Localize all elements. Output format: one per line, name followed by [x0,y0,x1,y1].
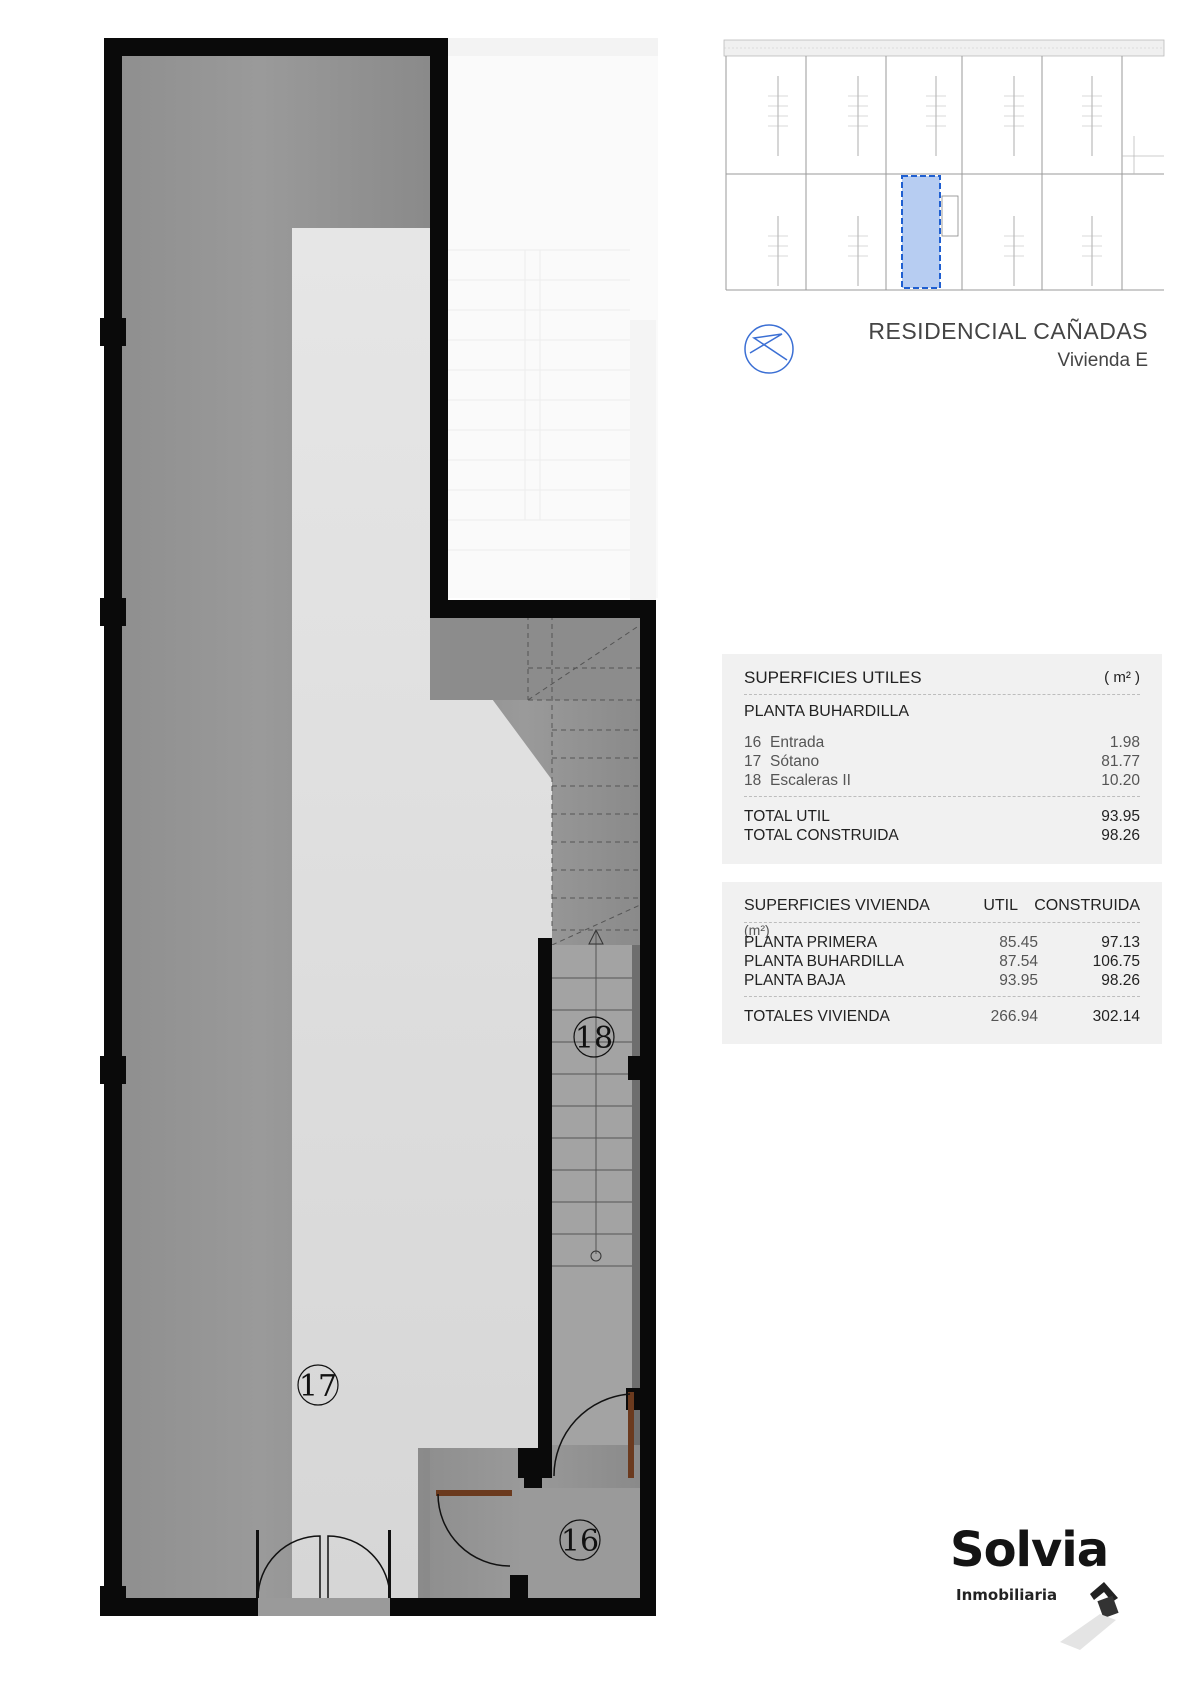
svg-text:17: 17 [298,1369,338,1404]
room-label-16 [560,1520,600,1560]
floor-name: PLANTA BAJA [744,972,846,989]
room-area: 1.98 [1109,734,1140,751]
room-name: Entrada [770,734,825,751]
room-number: 17 [744,753,762,770]
room-number: 18 [744,772,762,789]
floor-name: PLANTA PRIMERA [744,934,878,951]
room-name: Escaleras II [770,772,851,789]
brand-logo: Solvia [950,1522,1109,1578]
vivienda-unit: (m²) [744,922,770,938]
total-util-label: TOTAL UTIL [744,808,830,825]
house-logo-icon [1060,1580,1160,1650]
room-label-18 [574,1017,614,1057]
floor-util: 93.95 [999,972,1038,989]
floor-construida: 98.26 [1101,972,1140,989]
floor-construida: 106.75 [1092,953,1140,970]
utiles-header [744,666,1140,690]
svg-text:18: 18 [574,1021,614,1056]
col-util: UTIL [983,897,1018,914]
room-name: Sótano [770,753,820,770]
room-label-17 [298,1365,338,1405]
totales-construida: 302.14 [1092,1008,1140,1025]
vivienda-header [744,894,1140,938]
utiles-title: SUPERFICIES UTILES [744,668,922,687]
totales-label: TOTALES VIVIENDA [744,1008,890,1025]
total-construida-row [744,826,1140,845]
brand-tagline: Inmobiliaria [956,1586,1058,1604]
total-construida-label: TOTAL CONSTRUIDA [744,827,899,844]
totales-row [744,1007,1140,1026]
stair-18 [552,930,640,1445]
north-arrow-icon [740,320,798,378]
room-row [744,733,1140,752]
total-util-value: 93.95 [1101,808,1140,825]
floor-row [744,971,1140,990]
superficies-vivienda-table [722,882,1162,1044]
unit-highlight [902,176,940,288]
room-row [744,752,1140,771]
room-row [744,771,1140,790]
total-construida-value: 98.26 [1101,827,1140,844]
utiles-unit: ( m² ) [1104,669,1140,686]
project-title: RESIDENCIAL CAÑADAS [868,318,1148,344]
col-construida: CONSTRUIDA [1034,897,1140,914]
totales-util: 266.94 [990,1008,1038,1025]
floor-row [744,933,1140,952]
total-util-row [744,807,1140,826]
floor-util: 87.54 [999,953,1038,970]
floor-construida: 97.13 [1101,934,1140,951]
room-area: 81.77 [1101,753,1140,770]
room-number: 16 [744,734,762,751]
floor-row [744,952,1140,971]
project-subtitle: Vivienda E [1057,350,1148,371]
room-area: 10.20 [1101,772,1140,789]
svg-text:16: 16 [560,1524,600,1559]
neighbour-stair-ghost [448,38,658,600]
utiles-floor-name: PLANTA BUHARDILLA [744,703,910,720]
floor-util: 85.45 [999,934,1038,951]
floor-name: PLANTA BUHARDILLA [744,953,904,970]
vivienda-title: SUPERFICIES VIVIENDA [744,897,929,914]
key-plan [720,36,1168,296]
superficies-utiles-table [722,654,1162,864]
